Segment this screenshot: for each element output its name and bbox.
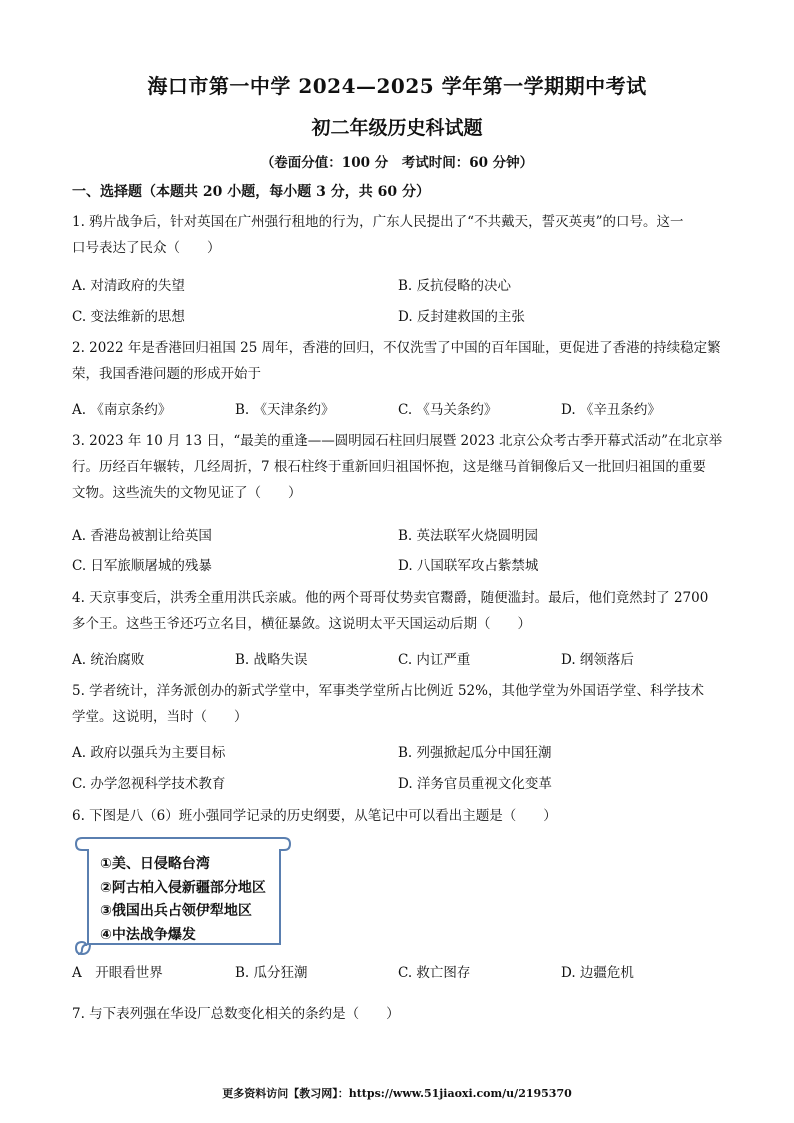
question-line: 5. 学者统计，洋务派创办的新式学堂中，军事类学堂所占比例近 52%，其他学堂为外国语学堂、科学技术 (72, 683, 704, 699)
question-5 (72, 678, 727, 730)
option-a[interactable]: A. 对清政府的失望 (72, 278, 185, 294)
question-1-options-row-2 (72, 304, 727, 330)
option-d[interactable]: D. 反封建救国的主张 (398, 309, 525, 325)
question-6-options (72, 960, 727, 986)
option-d[interactable]: D. 八国联军攻占紫禁城 (398, 558, 539, 574)
question-line: 文物。这些流失的文物见证了（ ） (72, 485, 302, 501)
option-b[interactable]: B. 英法联军火烧圆明园 (398, 528, 539, 544)
scroll-note-item: ①美、日侵略台湾 (100, 856, 210, 872)
question-4-options (72, 647, 727, 673)
option-a[interactable]: A. 《南京条约》 (72, 402, 172, 418)
option-b[interactable]: B. 反抗侵略的决心 (398, 278, 512, 294)
option-a[interactable]: A. 香港岛被割让给英国 (72, 528, 212, 544)
scroll-note-item: ②阿古柏入侵新疆部分地区 (100, 879, 266, 896)
question-line: 多个王。这些王爷还巧立名目，横征暴敛。这说明太平天国运动后期（ ） (72, 616, 531, 632)
option-b[interactable]: B. 瓜分狂潮 (235, 965, 308, 981)
exam-info: （卷面分值：100 分 考试时间：60 分钟） (260, 155, 534, 171)
question-1 (72, 209, 727, 261)
option-d[interactable]: D. 《辛丑条约》 (561, 402, 661, 418)
question-line: 1. 鸦片战争后，针对英国在广州强行租地的行为，广东人民提出了“不共戴天，誓灭英夷”的口号。这一 (72, 214, 684, 230)
question-3-options-row-1 (72, 523, 727, 549)
scroll-note-item: ③俄国出兵占领伊犁地区 (100, 903, 252, 919)
option-c[interactable]: C. 变法维新的思想 (72, 309, 185, 325)
question-line: 学堂。这说明，当时（ ） (72, 709, 248, 725)
option-c[interactable]: C. 日军旅顺屠城的残暴 (72, 558, 212, 574)
option-b[interactable]: B. 战略失误 (235, 652, 308, 668)
question-line: 7. 与下表列强在华设厂总数变化相关的条约是（ ） (72, 1006, 400, 1022)
question-3-options-row-2 (72, 553, 727, 579)
question-2-options (72, 397, 727, 423)
question-2 (72, 335, 727, 387)
scroll-note-list (100, 853, 266, 947)
option-c[interactable]: C. 救亡图存 (398, 965, 471, 981)
question-line: 口号表达了民众（ ） (72, 240, 221, 256)
option-d[interactable]: D. 洋务官员重视文化变革 (398, 776, 552, 792)
exam-title: 海口市第一中学 2024—2025 学年第一学期期中考试 (147, 74, 647, 98)
option-a[interactable]: A 开眼看世界 (72, 965, 163, 981)
option-d[interactable]: D. 边疆危机 (561, 965, 634, 981)
question-5-options-row-2 (72, 771, 727, 797)
question-line: 2. 2022 年是香港回归祖国 25 周年，香港的回归，不仅洗雪了中国的百年国耻，更促进了香港的持续稳定繁 (72, 340, 721, 356)
section-heading: 一、选择题（本题共 20 小题，每小题 3 分，共 60 分） (72, 184, 430, 200)
option-c[interactable]: C. 《马关条约》 (398, 402, 498, 418)
option-a[interactable]: A. 统治腐败 (72, 652, 145, 668)
option-c[interactable]: C. 办学忽视科学技术教育 (72, 776, 226, 792)
option-d[interactable]: D. 纲领落后 (561, 652, 634, 668)
scroll-note-item: ④中法战争爆发 (100, 926, 196, 943)
question-5-options-row-1 (72, 740, 727, 766)
question-6 (72, 803, 727, 829)
footer-link[interactable]: 更多资料访问【教习网】：https://www.51jiaoxi.com/u/2195370 (222, 1087, 572, 1100)
question-3 (72, 428, 727, 506)
question-line: 4. 天京事变后，洪秀全重用洪氏亲戚。他的两个哥哥仗势卖官鬻爵，随便滥封。最后，他们竟然封了 2700 (72, 590, 709, 606)
option-c[interactable]: C. 内讧严重 (398, 652, 471, 668)
question-line: 6. 下图是八（6）班小强同学记录的历史纲要，从笔记中可以看出主题是（ ） (72, 808, 557, 824)
option-b[interactable]: B. 列强掀起瓜分中国狂潮 (398, 745, 552, 761)
question-4 (72, 585, 727, 637)
question-line: 3. 2023 年 10 月 13 日，“最美的重逢——圆明园石柱回归展暨 2023 北京公众考古季开幕式活动”在北京举 (72, 433, 723, 449)
option-a[interactable]: A. 政府以强兵为主要目标 (72, 745, 226, 761)
question-line: 荣，我国香港问题的形成开始于 (72, 366, 261, 382)
question-1-options-row-1 (72, 273, 727, 299)
exam-subtitle: 初二年级历史科试题 (311, 117, 483, 139)
question-line: 行。历经百年辗转，几经周折，7 根石柱终于重新回归祖国怀抱，这是继马首铜像后又一批回归祖国的重要 (72, 459, 706, 475)
question-7 (72, 1001, 727, 1027)
option-b[interactable]: B. 《天津条约》 (235, 402, 335, 418)
